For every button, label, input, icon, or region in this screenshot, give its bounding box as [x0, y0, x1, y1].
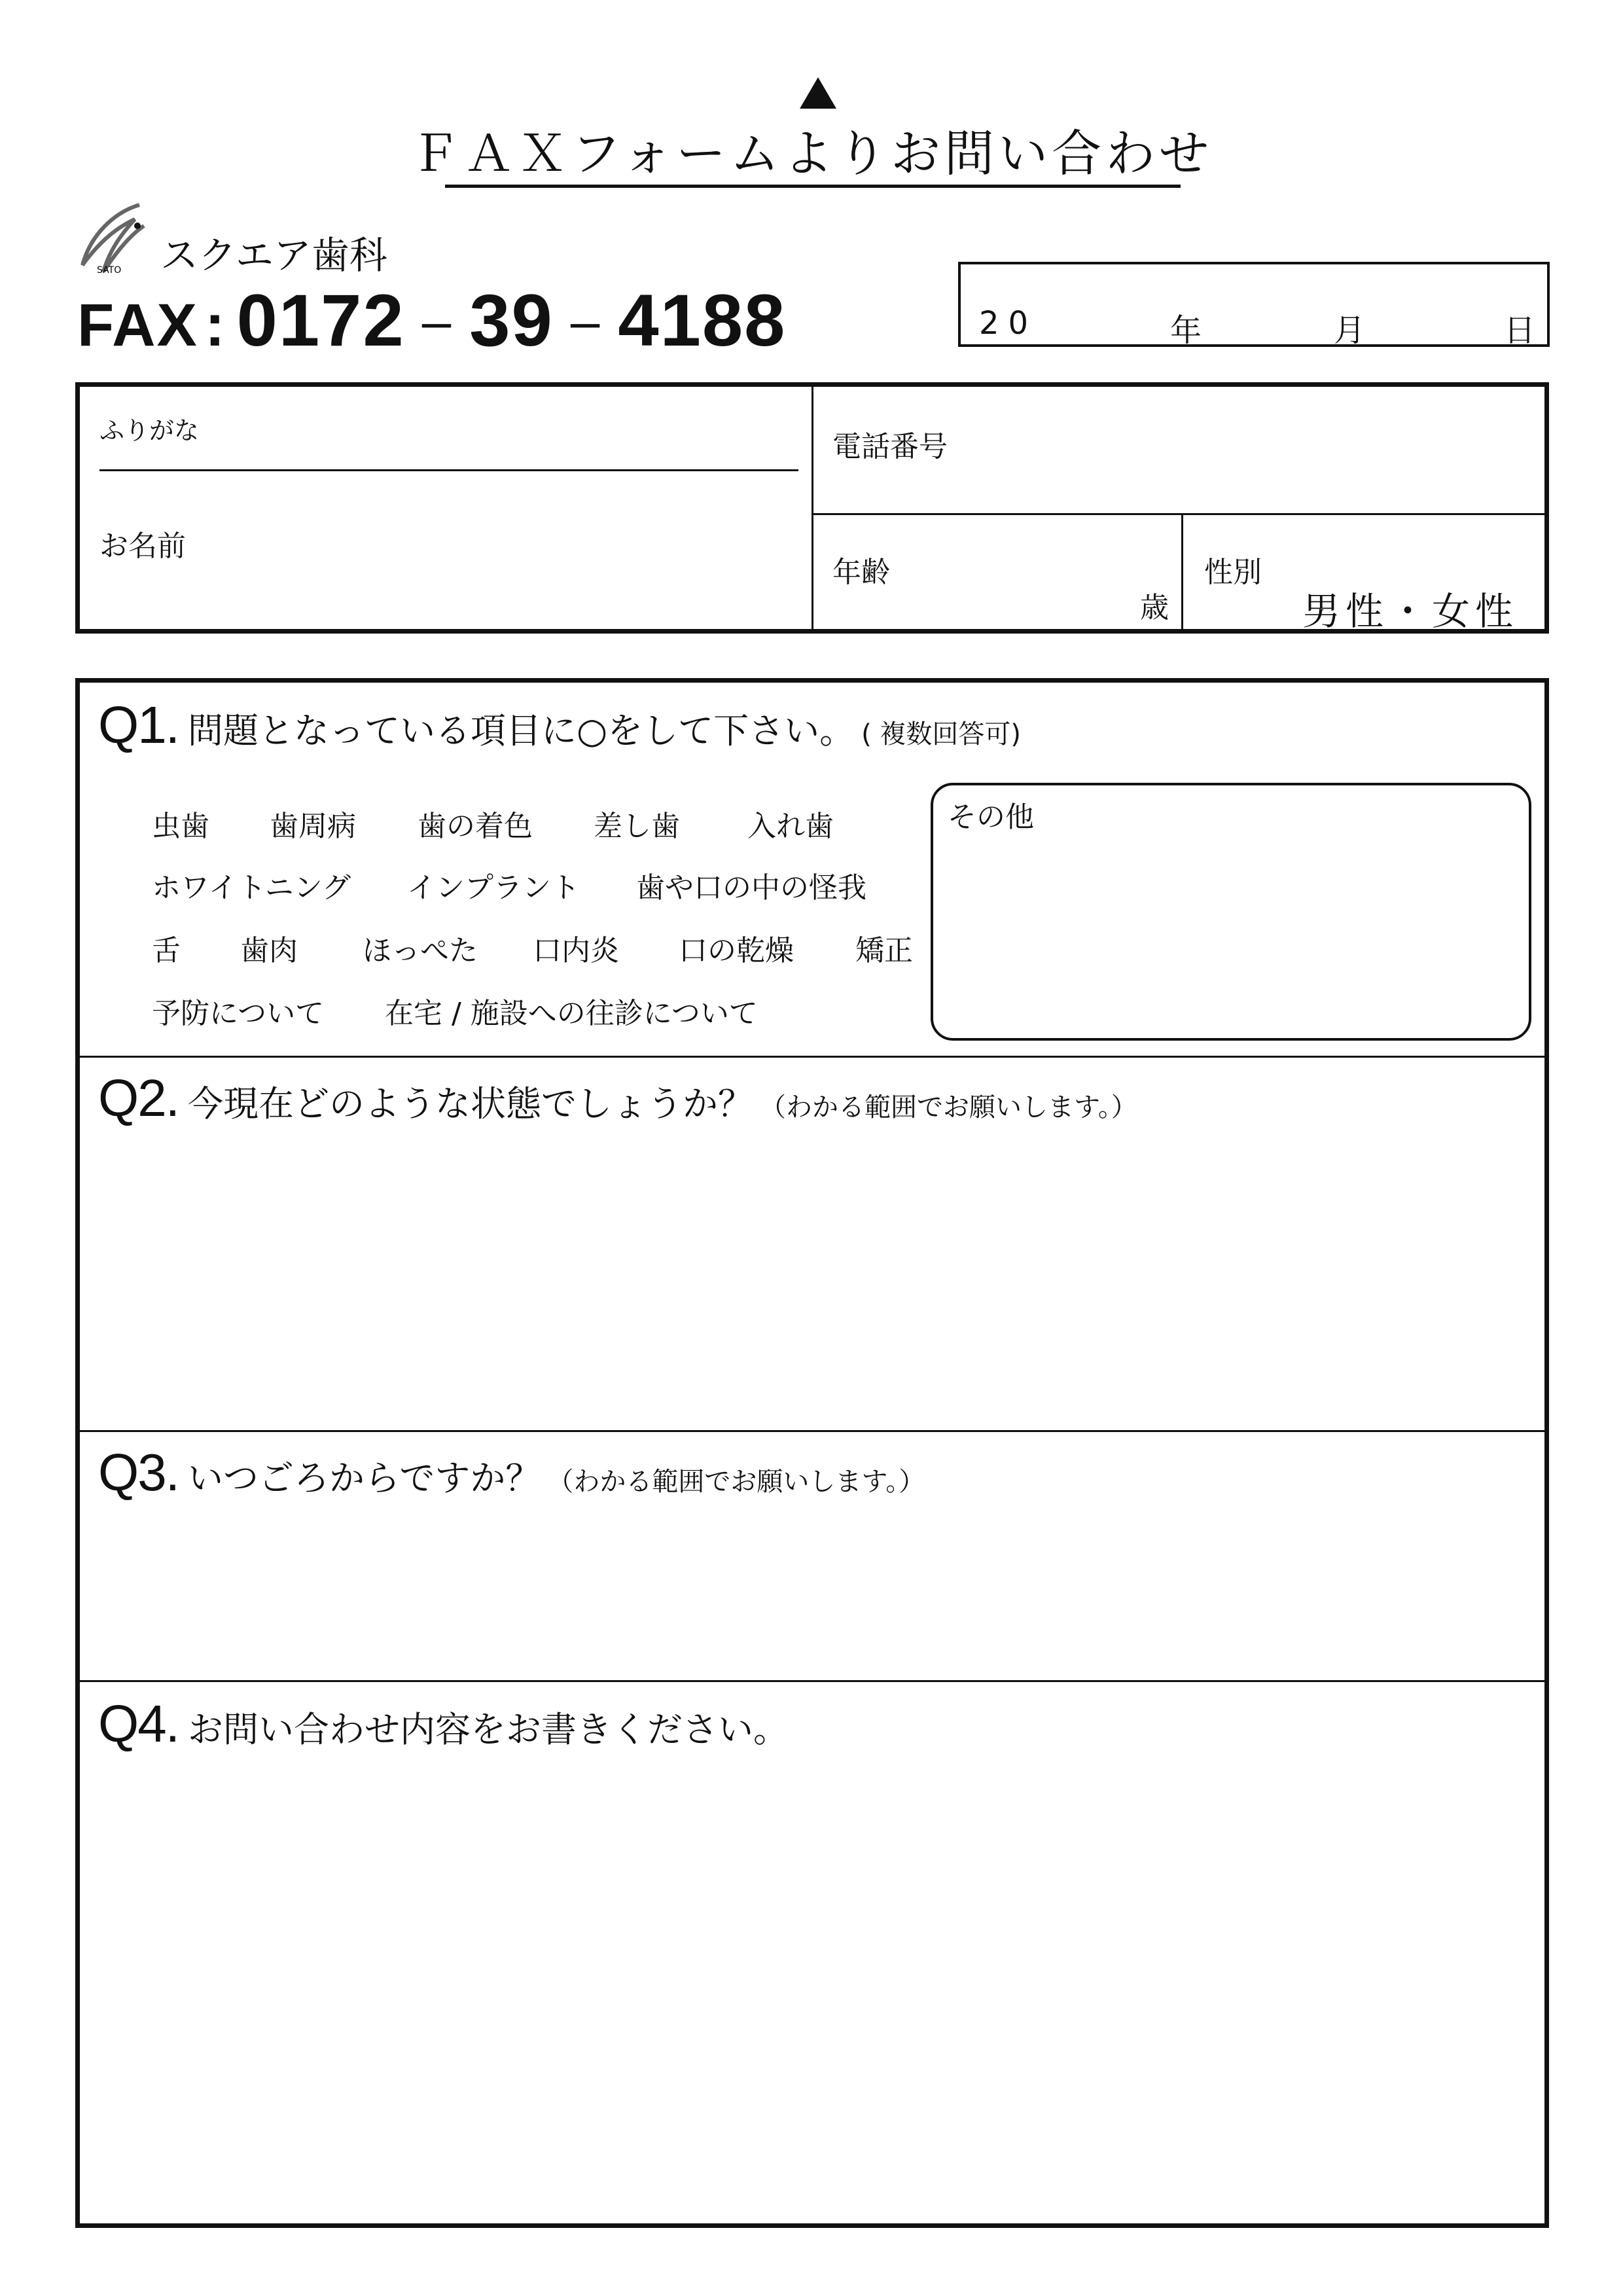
fax-dash-2: – [570, 292, 601, 350]
furigana-label: ふりがな [99, 416, 200, 445]
info-divider-h [812, 513, 1549, 515]
q4-number: Q4. [98, 1695, 179, 1753]
q3-text: いつごろからですか？ [187, 1458, 541, 1499]
info-divider-v2 [1181, 513, 1183, 629]
q1-number: Q1. [98, 696, 179, 754]
q4-text: お問い合わせ内容をお書きください。 [187, 1709, 789, 1750]
phone-label: 電話番号 [832, 430, 948, 463]
clinic-name: スクエア歯科 [160, 233, 387, 278]
q3-answer-area[interactable] [80, 1502, 1544, 1679]
date-day-label: 日 [1504, 312, 1545, 349]
age-unit: 歳 [1140, 591, 1169, 624]
option-injury[interactable]: 歯や口の中の怪我 [636, 871, 866, 905]
option-orthodontics[interactable]: 矯正 [855, 934, 913, 967]
name-input[interactable] [99, 485, 798, 622]
fax-label: FAX [77, 292, 198, 359]
phone-input[interactable] [816, 387, 1549, 511]
q4-answer-area[interactable] [80, 1756, 1544, 2214]
age-label: 年齢 [832, 556, 890, 589]
date-field[interactable] [958, 262, 1550, 347]
title-underline [445, 185, 1181, 188]
option-dentures[interactable]: 入れ歯 [747, 810, 834, 843]
option-cheek[interactable]: ほっぺた [363, 934, 478, 967]
option-stomatitis[interactable]: 口内炎 [533, 934, 619, 967]
name-label: お名前 [99, 529, 186, 563]
svg-text:SATO: SATO [97, 265, 122, 276]
gender-label: 性別 [1204, 556, 1262, 589]
fax-part-1: 0172 [236, 279, 405, 361]
option-tongue[interactable]: 舌 [152, 934, 181, 967]
q2-answer-area[interactable] [80, 1128, 1544, 1429]
clinic-logo [77, 200, 149, 277]
option-implant[interactable]: インプラント [407, 871, 580, 905]
option-gums[interactable]: 歯肉 [240, 934, 298, 967]
option-whitening[interactable]: ホワイトニング [152, 871, 351, 905]
q2-note: （わかる範囲でお願いします。） [759, 1092, 1137, 1122]
option-prevention[interactable]: 予防について [152, 997, 325, 1030]
date-month-label: 月 [1334, 312, 1375, 349]
q3-number: Q3. [98, 1443, 179, 1501]
questions-box [75, 678, 1549, 2228]
page-title: ＦＡＸフォームよりお問い合わせ [410, 124, 1213, 183]
option-home-visit[interactable]: 在宅 / 施設への往診について [385, 997, 758, 1030]
q1-note: ( 複数回答可) [861, 719, 1022, 749]
option-periodontal[interactable]: 歯周病 [270, 810, 356, 843]
furigana-input[interactable] [99, 469, 798, 471]
option-cavity[interactable]: 虫歯 [152, 810, 209, 843]
option-dry-mouth[interactable]: 口の乾燥 [679, 934, 794, 967]
option-post-crown[interactable]: 差し歯 [594, 810, 680, 843]
q2-text: 今現在どのような状態でしょうか？ [187, 1083, 753, 1124]
q2-divider [80, 1430, 1544, 1432]
q3-note: （わかる範囲でお願いします。） [547, 1467, 925, 1497]
fax-part-2: 39 [469, 279, 554, 361]
other-label: その他 [948, 800, 1034, 834]
other-field[interactable] [931, 783, 1531, 1041]
fax-part-3: 4188 [618, 279, 787, 361]
q2-number: Q2. [98, 1069, 179, 1127]
personal-info-table [75, 382, 1549, 634]
option-staining[interactable]: 歯の着色 [418, 810, 533, 843]
q1-heading [98, 696, 1021, 769]
date-year-prefix: 20 [979, 305, 1038, 342]
info-divider-v1 [812, 387, 813, 629]
fax-colon: : [204, 292, 226, 359]
fax-number [77, 278, 786, 368]
triangle-up-icon [800, 77, 836, 109]
date-year-label: 年 [1170, 312, 1211, 349]
fax-dash-1: – [421, 292, 453, 350]
q1-divider [80, 1056, 1544, 1058]
q3-divider [80, 1680, 1544, 1682]
gender-options[interactable]: 男性・女性 [1302, 589, 1519, 634]
q1-text: 問題となっている項目に○をして下さい。 [187, 710, 855, 751]
